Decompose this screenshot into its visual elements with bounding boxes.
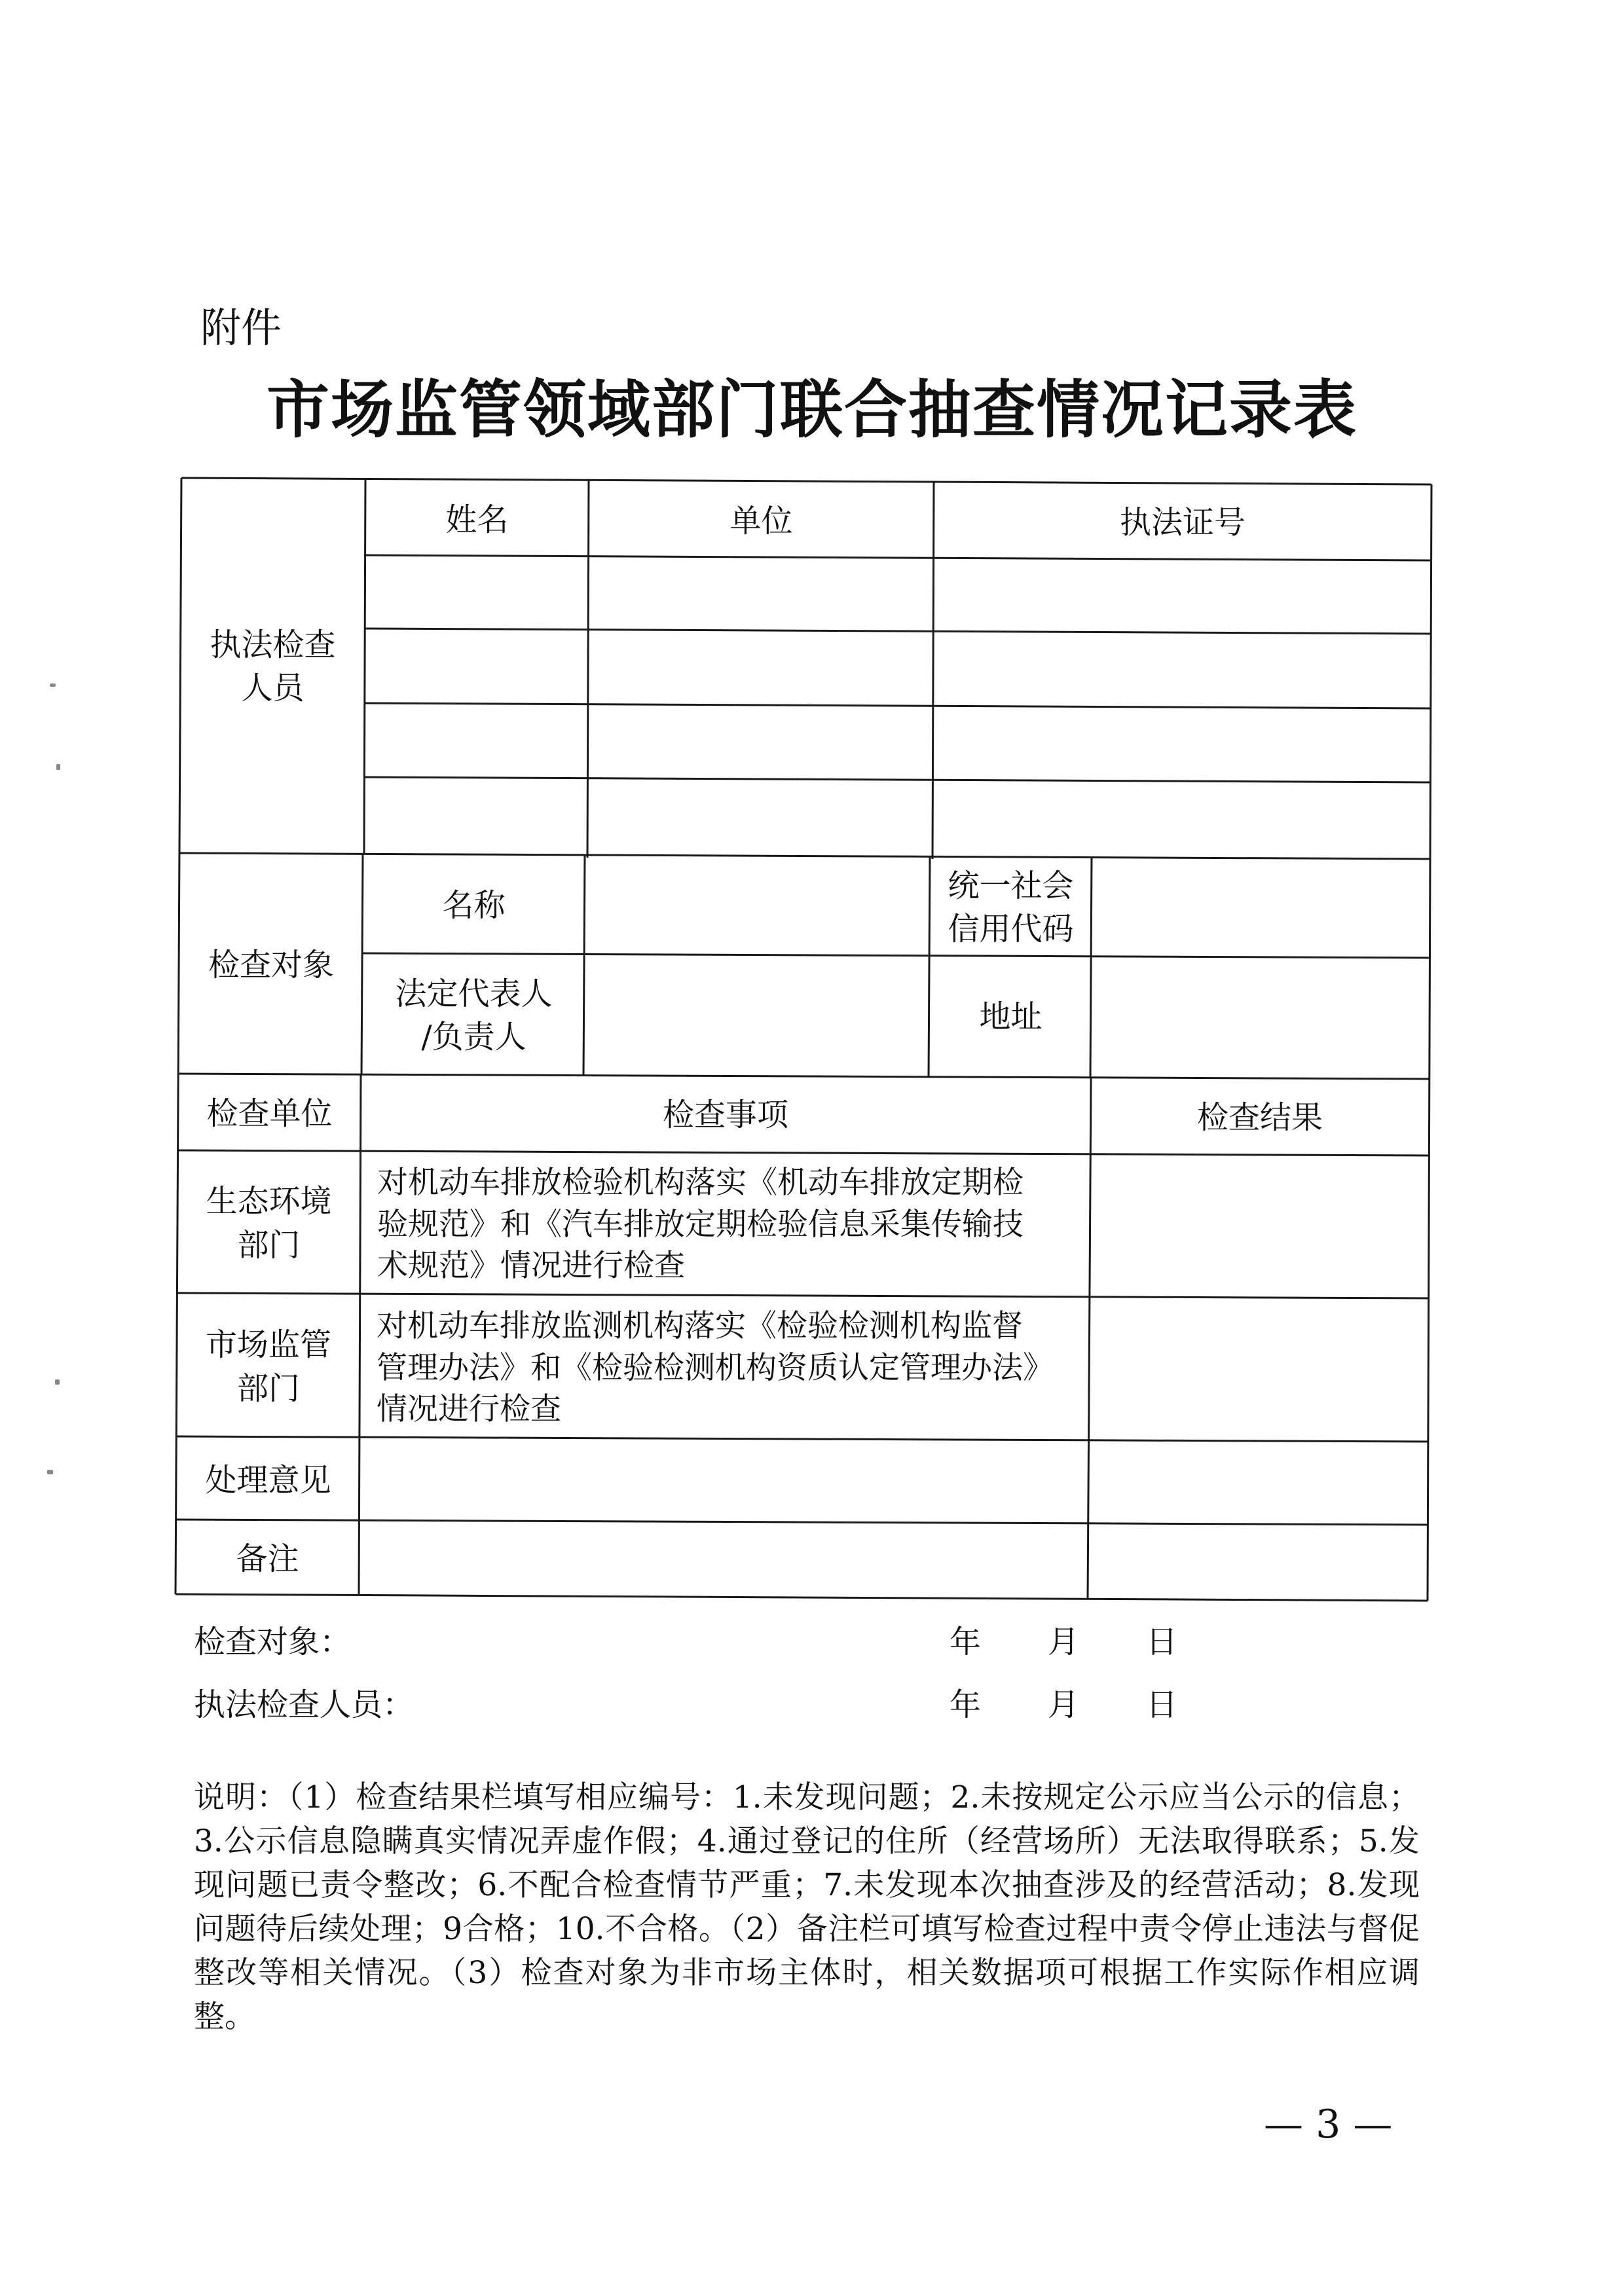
inspector-badge-field[interactable] <box>934 710 1430 782</box>
column-header-name: 姓名 <box>445 501 509 538</box>
inspector-badge-field[interactable] <box>934 635 1430 707</box>
date-year-label: 年 <box>950 1686 982 1723</box>
inspector-name-field[interactable] <box>365 781 589 853</box>
scan-speck <box>56 764 60 770</box>
page-number: — 3 — <box>1264 2102 1393 2147</box>
inspector-name-field[interactable] <box>365 632 589 704</box>
credit-code-label <box>930 858 1092 957</box>
scan-speck <box>50 683 56 687</box>
date-day-label: 日 <box>1146 1686 1178 1723</box>
inspection-result-field[interactable] <box>1089 1300 1428 1442</box>
object-name-field[interactable] <box>585 858 930 956</box>
inspection-object-label: 检查对象 <box>208 946 334 983</box>
table-row-item <box>360 1297 1088 1439</box>
legal-rep-field[interactable] <box>585 957 930 1076</box>
inspector-unit-field[interactable] <box>589 634 934 706</box>
row-unit-text: 市场监管 部门 <box>205 1326 331 1407</box>
inspector-unit-field[interactable] <box>589 559 934 631</box>
date-month-label: 月 <box>1048 1686 1080 1723</box>
inspector-badge-field[interactable] <box>934 560 1430 632</box>
credit-code-label-text: 统一社会 信用代码 <box>948 867 1074 947</box>
row-item-text: 对机动车排放检验机构落实《机动车排放定期检 验规范》和《汽车排放定期检验信息采集传输技 术规范》情况进行检查 <box>377 1164 1024 1285</box>
scan-speck <box>55 1379 60 1385</box>
column-header-badge-number: 执法证号 <box>1119 503 1246 541</box>
handling-opinion-label: 处理意见 <box>205 1461 331 1499</box>
column-header-unit: 单位 <box>729 502 793 539</box>
inspector-name-field[interactable] <box>365 558 589 630</box>
attachment-label: 附件 <box>200 304 282 352</box>
date-day-label: 日 <box>1146 1624 1178 1660</box>
legal-rep-label <box>363 956 585 1075</box>
credit-code-field[interactable] <box>1092 859 1430 957</box>
inspector-unit-field[interactable] <box>589 782 934 854</box>
inspector-signature-label: 执法检查人员： <box>194 1686 415 1723</box>
row-unit-text: 生态环境 部门 <box>206 1183 332 1264</box>
table-row-unit <box>178 1152 360 1294</box>
inspectors-label <box>181 480 364 853</box>
form-title: 市场监管领域部门联合抽查情况记录表 <box>267 373 1357 446</box>
object-name-label: 名称 <box>442 886 506 924</box>
inspection-object-signature-label: 检查对象： <box>194 1624 352 1660</box>
date-month-label: 月 <box>1048 1624 1080 1660</box>
handling-opinion-field[interactable] <box>360 1440 1428 1523</box>
inspection-item-header: 检查事项 <box>662 1096 788 1133</box>
table-row-item <box>360 1154 1089 1296</box>
explanatory-note: 说明：（1）检查结果栏填写相应编号：1.未发现问题；2.未按规定公示应当公示的信息；3.公示信息隐瞒真实情况弄虚作假；4.通过登记的住所（经营场所）无法取得联系；5.发现问题已责令整改；6.不配合检查情节严重；7.未发现本次抽查涉及的经营活动；8.发现问题待后续处理；9合格；10.不合格。（2）备注栏可填写检查过程中责令停止违法与督促整改等相关情况。（3）检查对象为非市场主体时，相关数据项可根据工作实际作相应调整。 <box>194 1779 1420 2035</box>
legal-rep-label-text: 法定代表人 /负责人 <box>395 975 553 1055</box>
address-label: 地址 <box>979 998 1043 1035</box>
inspectors-label-text: 执法检查 人员 <box>210 626 336 706</box>
row-item-text: 对机动车排放监测机构落实《检验检测机构监督 管理办法》和《检验检测机构资质认定管理办法》 情况进行检查 <box>377 1307 1054 1428</box>
table-row-unit <box>177 1296 360 1438</box>
remark-field[interactable] <box>360 1523 1428 1597</box>
inspector-unit-field[interactable] <box>589 708 934 780</box>
inspection-result-field[interactable] <box>1090 1156 1429 1298</box>
date-year-label: 年 <box>950 1624 982 1660</box>
scan-speck <box>47 1470 53 1474</box>
inspection-unit-header: 检查单位 <box>206 1095 333 1132</box>
inspector-badge-field[interactable] <box>934 784 1430 856</box>
inspection-result-header: 检查结果 <box>1196 1099 1323 1136</box>
remark-label: 备注 <box>236 1540 299 1577</box>
address-field[interactable] <box>1092 958 1430 1077</box>
inspector-name-field[interactable] <box>365 707 589 779</box>
